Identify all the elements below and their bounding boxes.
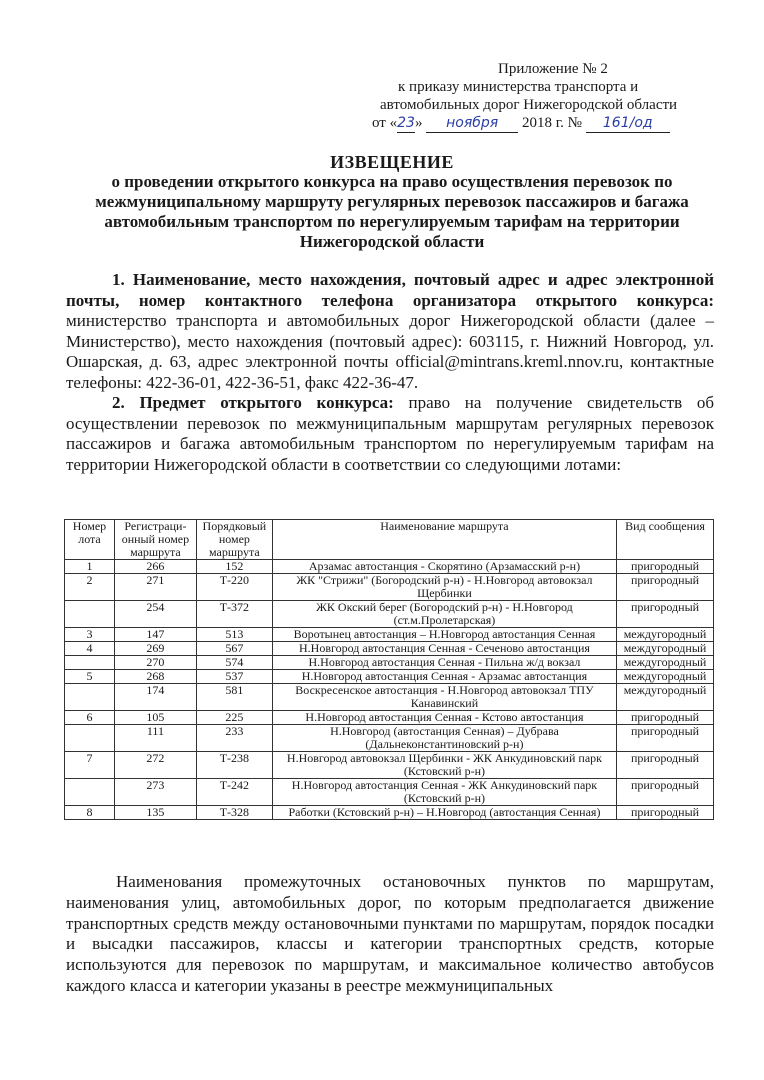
section-2 xyxy=(66,393,714,475)
table-row xyxy=(65,806,714,820)
cell-lot xyxy=(65,779,115,806)
cell-lot: 5 xyxy=(65,670,115,684)
tail-paragraph: Наименования промежуточных остановочных пунктов по маршрутам, наименования улиц, автомобильных дорог, по которым предполагается движение транспортных средств между остановочными пунктами по маршрутам, порядок посадки и высадки пассажиров, классы и категории транспортных средств, которые используются для перевозок по маршрутам, и максимальное количество автобусов каждого класса и категории указаны в реестре межмуниципальных xyxy=(66,872,714,995)
notice-title xyxy=(60,152,724,252)
table-row xyxy=(65,601,714,628)
cell-reg: 254 xyxy=(114,601,196,628)
cell-lot xyxy=(65,601,115,628)
table-row xyxy=(65,670,714,684)
table-row xyxy=(65,752,714,779)
appendix-ministry: автомобильных дорог Нижегородской области xyxy=(380,97,678,113)
cell-ord: Т-372 xyxy=(196,601,272,628)
cell-type: пригородный xyxy=(617,574,714,601)
table-header-row xyxy=(65,520,714,560)
cell-reg: 268 xyxy=(114,670,196,684)
section-1-heading: 1. Наименование, место нахождения, почтовый адрес и адрес электронной почты, номер контактного телефона организатора открытого конкурса: xyxy=(66,270,714,310)
cell-route: Н.Новгород автостанция Сенная - Пильна ж/д вокзал xyxy=(272,656,616,670)
section-2-heading: 2. Предмет открытого конкурса: xyxy=(112,393,394,412)
cell-type: междугородный xyxy=(617,642,714,656)
cell-ord: 581 xyxy=(196,684,272,711)
date-mid: » xyxy=(414,115,423,131)
cell-ord: 225 xyxy=(196,711,272,725)
table-row xyxy=(65,711,714,725)
notice-tail xyxy=(66,872,714,997)
cell-ord: Т-220 xyxy=(196,574,272,601)
cell-route: Н.Новгород автостанция Сенная - ЖК Анкудиновский парк (Кстовский р-н) xyxy=(272,779,616,806)
cell-reg: 147 xyxy=(114,628,196,642)
table-row xyxy=(65,656,714,670)
notice-subtitle: о проведении открытого конкурса на право осуществления перевозок по межмуниципальному маршруту регулярных перевозок пассажиров и багажа автомобильным транспортом по нерегулируемым тарифам на территории Нижегородской области xyxy=(95,172,689,251)
cell-lot xyxy=(65,656,115,670)
cell-reg: 266 xyxy=(114,560,196,574)
notice-heading: ИЗВЕЩЕНИЕ xyxy=(330,152,454,172)
cell-route: ЖК Окский берег (Богородский р-н) - Н.Новгород (ст.м.Пролетарская) xyxy=(272,601,616,628)
cell-type: пригородный xyxy=(617,725,714,752)
appendix-number: Приложение № 2 xyxy=(498,61,608,77)
cell-lot xyxy=(65,684,115,711)
cell-ord: 537 xyxy=(196,670,272,684)
cell-type: пригородный xyxy=(617,601,714,628)
cell-reg: 111 xyxy=(114,725,196,752)
cell-route: Н.Новгород (автостанция Сенная) – Дубрава (Дальнеконстантиновский р-н) xyxy=(272,725,616,752)
date-year: 2018 г. № xyxy=(518,115,586,131)
cell-ord: 152 xyxy=(196,560,272,574)
section-2-text: право на получение свидетельств об осуществлении перевозок по межмуниципальным маршрутам регулярных перевозок пассажиров и багажа автомобильным транспортом по нерегулируемым тарифам на территории Нижегородской области в соответствии со следующими лотами: xyxy=(66,393,714,474)
table-row xyxy=(65,725,714,752)
cell-type: пригородный xyxy=(617,560,714,574)
table-row xyxy=(65,684,714,711)
cell-reg: 105 xyxy=(114,711,196,725)
notice-body xyxy=(66,270,714,475)
cell-ord: 574 xyxy=(196,656,272,670)
appendix-date-line xyxy=(360,114,720,133)
cell-type: междугородный xyxy=(617,628,714,642)
cell-lot: 4 xyxy=(65,642,115,656)
cell-lot: 3 xyxy=(65,628,115,642)
cell-lot: 6 xyxy=(65,711,115,725)
date-prefix: от « xyxy=(372,115,398,131)
table-row xyxy=(65,779,714,806)
cell-route: ЖК "Стрижи" (Богородский р-н) - Н.Новгород автовокзал Щербинки xyxy=(272,574,616,601)
cell-route: Н.Новгород автостанция Сенная - Арзамас автостанция xyxy=(272,670,616,684)
cell-type: пригородный xyxy=(617,779,714,806)
table-row xyxy=(65,628,714,642)
table-row xyxy=(65,560,714,574)
appendix-header xyxy=(360,60,720,133)
cell-reg: 174 xyxy=(114,684,196,711)
cell-ord: 233 xyxy=(196,725,272,752)
header-connection-type: Вид сообщения xyxy=(617,520,714,560)
cell-ord: Т-242 xyxy=(196,779,272,806)
section-1 xyxy=(66,270,714,393)
cell-lot: 2 xyxy=(65,574,115,601)
cell-reg: 271 xyxy=(114,574,196,601)
cell-route: Работки (Кстовский р-н) – Н.Новгород (автостанция Сенная) xyxy=(272,806,616,820)
cell-reg: 273 xyxy=(114,779,196,806)
cell-type: междугородный xyxy=(617,670,714,684)
handwritten-order-number: 161/од xyxy=(586,114,670,133)
cell-route: Н.Новгород автостанция Сенная - Кстово автостанция xyxy=(272,711,616,725)
cell-reg: 272 xyxy=(114,752,196,779)
header-ord-number: Порядковый номер маршрута xyxy=(196,520,272,560)
cell-ord: 513 xyxy=(196,628,272,642)
header-reg-number: Регистраци-онный номер маршрута xyxy=(114,520,196,560)
cell-ord: Т-328 xyxy=(196,806,272,820)
cell-lot: 1 xyxy=(65,560,115,574)
lots-table xyxy=(64,519,714,820)
table-row xyxy=(65,642,714,656)
section-1-text: министерство транспорта и автомобильных дорог Нижегородской области (далее – Министерство), место нахождения (почтовый адрес): 603115, г. Нижний Новгород, ул. Ошарская, д. 63, адрес электронной почты official@mintrans.kreml.nnov.ru, контактные телефоны: 422-36-01, 422-36-51, факс 422-36-47. xyxy=(66,311,714,392)
cell-lot: 7 xyxy=(65,752,115,779)
cell-route: Н.Новгород автовокзал Щербинки - ЖК Анкудиновский парк (Кстовский р-н) xyxy=(272,752,616,779)
handwritten-day: 23 xyxy=(397,115,415,131)
appendix-order-ref: к приказу министерства транспорта и xyxy=(398,79,639,95)
cell-type: пригородный xyxy=(617,752,714,779)
cell-reg: 270 xyxy=(114,656,196,670)
cell-type: пригородный xyxy=(617,806,714,820)
cell-reg: 135 xyxy=(114,806,196,820)
cell-reg: 269 xyxy=(114,642,196,656)
cell-ord: Т-238 xyxy=(196,752,272,779)
cell-route: Арзамас автостанция - Скорятино (Арзамасский р-н) xyxy=(272,560,616,574)
handwritten-month: ноября xyxy=(426,114,518,133)
table-row xyxy=(65,574,714,601)
cell-lot: 8 xyxy=(65,806,115,820)
cell-route: Воротынец автостанция – Н.Новгород автостанция Сенная xyxy=(272,628,616,642)
cell-type: пригородный xyxy=(617,711,714,725)
header-route-name: Наименование маршрута xyxy=(272,520,616,560)
header-lot: Номер лота xyxy=(65,520,115,560)
cell-type: междугородный xyxy=(617,684,714,711)
cell-ord: 567 xyxy=(196,642,272,656)
cell-type: междугородный xyxy=(617,656,714,670)
cell-route: Воскресенское автостанция - Н.Новгород автовокзал ТПУ Канавинский xyxy=(272,684,616,711)
cell-route: Н.Новгород автостанция Сенная - Сеченово автостанция xyxy=(272,642,616,656)
cell-lot xyxy=(65,725,115,752)
